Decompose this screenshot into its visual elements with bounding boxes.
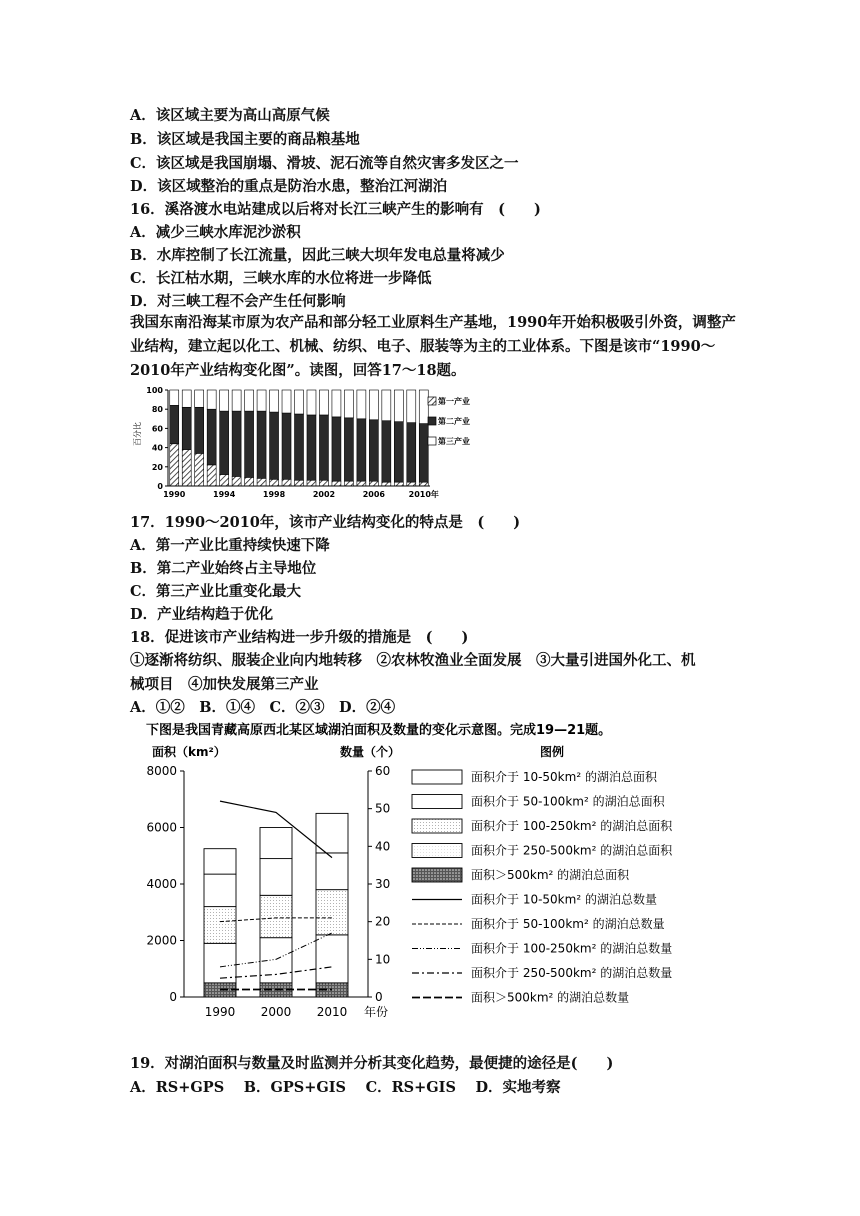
chart1-bar-segment [270,479,279,486]
q18-items-line1: ①逐渐将纺织、服装企业向内地转移 ②农林牧渔业全面发展 ③大量引进国外化工、机 [130,652,696,669]
q17-option-b: B．第二产业始终占主导地位 [130,560,317,577]
q17-stem: 17．1990～2010年，该市产业结构变化的特点是 ( ) [130,514,521,531]
chart1-bar-segment [357,419,366,481]
chart1-ylabel: 百分比 [133,422,142,446]
chart1-xtick-label: 1994 [213,490,236,499]
q16-stem: 16．溪洛渡水电站建成以后将对长江三峡产生的影响有 ( ) [130,201,541,218]
chart1-bar-segment [319,415,328,480]
chart2-bar-segment [204,907,236,944]
chart1-bar-segment [232,476,241,486]
chart2-ytick-left-label: 0 [169,990,177,1004]
chart2-bar-segment [316,853,348,890]
chart2-legend-swatch [412,844,462,858]
chart1-legend-label: 第二产业 [438,417,470,426]
chart1-bar-segment [407,482,416,486]
chart2-bar-segment [204,849,236,874]
chart1-bar-segment [257,478,266,486]
chart1-bar-segment [245,477,254,486]
chart1-bar-segment [419,424,428,483]
chart1-bar-segment [207,409,216,465]
chart1-bar-segment [332,481,341,486]
chart2-xtick-label: 2010 [316,1005,348,1019]
chart2-bar-segment [316,813,348,853]
chart1-xtick-label: 2006 [362,490,385,499]
chart1-bar-segment [220,411,229,474]
chart2-legend-label: 面积介于 50-100km² 的湖泊总面积 [471,794,665,809]
q17-option-c: C．第三产业比重变化最大 [130,583,302,600]
chart1-xtick-label: 2002 [312,490,336,499]
chart1-bar-segment [394,422,403,482]
chart1-ytick-label: 20 [151,462,163,472]
chart1-xtick-label: 1998 [262,490,286,499]
chart1-bar-segment [207,390,216,409]
chart1-bar-segment [419,482,428,486]
q19-options: A．RS+GPS B．GPS+GIS C．RS+GIS D．实地考察 [130,1079,561,1096]
chart1-bar-segment [344,418,353,481]
chart2-ytick-left-label: 4000 [146,877,177,891]
chart1-bar-segment [195,407,204,453]
chart1-bar-segment [382,482,391,486]
chart2-bar-segment [260,938,292,983]
chart1-bar-segment [170,444,179,486]
chart1-bar-segment [369,390,378,420]
chart2-legend-label: 面积介于 250-500km² 的湖泊总面积 [471,843,673,858]
chart1-ytick-label: 60 [151,424,163,434]
chart1-legend-swatch [428,437,436,445]
chart1-bar-segment [182,390,191,407]
q18-stem: 18．促进该市产业结构进一步升级的措施是 ( ) [130,629,469,646]
chart2-legend-label: 面积介于 100-250km² 的湖泊总面积 [471,819,673,833]
chart1-ytick-label: 80 [151,405,163,415]
chart2-ytick-left-label: 2000 [146,933,177,948]
chart2-ytick-right-label: 20 [375,914,391,929]
chart1-ytick-label: 100 [146,386,163,395]
chart1-bar-segment [245,390,254,411]
chart1-bar-segment [419,390,428,424]
chart1-legend-label: 第三产业 [438,437,470,446]
chart1-bar-segment [170,405,179,443]
chart2-legend-swatch [412,868,462,882]
industry-structure-chart [130,378,470,506]
chart1-bar-segment [220,474,229,486]
chart1-xtick-label: 1990 [163,490,186,499]
chart1-bar-segment [369,481,378,486]
chart1-bar-segment [357,481,366,486]
chart1-bar-segment [295,480,304,486]
chart2-title: 下图是我国青藏高原西北某区域湖泊面积及数量的变化示意图。完成19—21题。 [146,723,612,738]
chart2-legend-label: 面积＞500km² 的湖泊总数量 [471,990,630,1005]
chart2-bar-segment [260,828,292,859]
chart2-bar-segment [260,859,292,896]
chart2-legend-label: 面积介于 10-50km² 的湖泊总面积 [471,770,657,784]
chart1-bar-segment [282,479,291,486]
chart1-bar-segment [257,411,266,478]
q16-option-b: B．水库控制了长江流量，因此三峡大坝年发电总量将减少 [130,247,505,264]
q17-option-d: D．产业结构趋于优化 [130,606,274,623]
chart2-legend-swatch [412,770,462,784]
passage-17-18: 我国东南沿海某市原为农产品和部分轻工业原料生产基地，1990年开始积极吸引外资，调整产业结构，建立起以化工、机械、纺织、电子、服装等为主的工业体系。下图是该市“1990～2010年产业结构变化图”。读图，回答17～18题。 [130,314,736,379]
chart2-bar-segment [260,895,292,937]
chart1-bar-segment [332,390,341,417]
q15-option-d: D．该区域整治的重点是防治水患，整治江河湖泊 [130,178,448,195]
chart2-ytick-right-label: 0 [375,990,383,1004]
chart2-legend-label: 面积介于 100-250km² 的湖泊总数量 [471,941,673,956]
chart1-bar-segment [232,390,241,411]
chart1-bar-segment [207,465,216,486]
chart1-bar-segment [369,420,378,481]
chart1-bar-segment [394,482,403,486]
chart2-bar-segment [316,890,348,935]
chart2-legend-label: 面积介于 50-100km² 的湖泊总数量 [471,917,665,931]
chart2-ylabel-right: 数量（个） [340,745,401,759]
chart1-bar-segment [182,407,191,449]
chart1-xtick-label: 2010年 [408,490,439,499]
chart1-bar-segment [220,390,229,411]
chart2-legend-label: 面积介于 250-500km² 的湖泊总数量 [471,966,673,980]
chart1-bar-segment [332,417,341,481]
chart1-bar-segment [357,390,366,419]
chart2-legend-swatch [412,819,462,833]
chart1-bar-segment [394,390,403,422]
q18-items-line2: 械项目 ④加快发展第三产业 [130,676,319,693]
chart1-ytick-label: 0 [157,482,163,491]
chart1-bar-segment [270,390,279,412]
chart1-bar-segment [407,423,416,483]
lake-chart [140,716,740,1026]
chart1-bar-segment [382,390,391,421]
chart1-bar-segment [257,390,266,411]
chart2-ytick-right-label: 10 [375,952,391,967]
chart2-bar-segment [316,935,348,983]
chart1-bar-segment [319,480,328,486]
q16-option-c: C．长江枯水期，三峡水库的水位将进一步降低 [130,270,432,287]
chart2-xlabel: 年份 [364,1005,389,1019]
chart2-bar-segment [204,874,236,906]
chart2-xtick-label: 2000 [260,1005,292,1019]
chart1-legend-label: 第一产业 [438,397,470,406]
q17-option-a: A．第一产业比重持续快速下降 [130,537,330,554]
chart1-bar-segment [344,481,353,486]
chart2-legend-title: 图例 [540,745,565,759]
chart1-bar-segment [319,390,328,415]
q15-option-c: C．该区域是我国崩塌、滑坡、泥石流等自然灾害多发区之一 [130,155,519,172]
q15-option-a: A．该区域主要为高山高原气候 [130,107,330,124]
chart1-bar-segment [195,453,204,486]
chart2-ylabel-left: 面积（km²） [152,745,226,759]
chart1-bar-segment [182,450,191,486]
chart2-ytick-left-label: 6000 [146,820,177,835]
chart2-legend-label: 面积＞500km² 的湖泊总面积 [471,868,630,882]
chart1-legend-swatch [428,417,436,425]
chart1-bar-segment [382,421,391,482]
q19-stem: 19．对湖泊面积与数量及时监测并分析其变化趋势，最便捷的途径是( ) [130,1055,614,1072]
q18-options: A．①② B．①④ C．②③ D．②④ [130,699,396,716]
chart1-bar-segment [282,390,291,413]
chart1-bar-segment [307,390,316,415]
chart1-bar-segment [295,414,304,480]
chart2-ytick-right-label: 40 [375,839,391,854]
chart1-bar-segment [307,480,316,486]
chart1-bar-segment [170,390,179,405]
chart1-ytick-label: 40 [151,443,163,453]
chart1-bar-segment [307,415,316,480]
chart1-bar-segment [344,390,353,418]
q16-option-d: D．对三峡工程不会产生任何影响 [130,293,346,310]
chart1-bar-segment [407,390,416,423]
chart2-ytick-right-label: 50 [375,801,391,816]
chart2-ytick-left-label: 8000 [146,764,177,778]
chart1-bar-segment [232,411,241,476]
chart2-legend-swatch [412,795,462,809]
chart2-ytick-right-label: 30 [375,877,391,891]
chart1-bar-segment [282,413,291,479]
q16-option-a: A．减少三峡水库泥沙淤积 [130,224,301,241]
q15-option-b: B．该区域是我国主要的商品粮基地 [130,131,360,148]
chart2-ytick-right-label: 60 [375,764,391,778]
chart1-bar-segment [245,411,254,477]
chart1-bar-segment [295,390,304,414]
chart2-legend-label: 面积介于 10-50km² 的湖泊总数量 [471,892,657,907]
chart1-bar-segment [195,390,204,407]
chart2-xtick-label: 1990 [204,1005,236,1019]
chart1-legend-swatch [428,397,436,405]
chart1-bar-segment [270,412,279,479]
